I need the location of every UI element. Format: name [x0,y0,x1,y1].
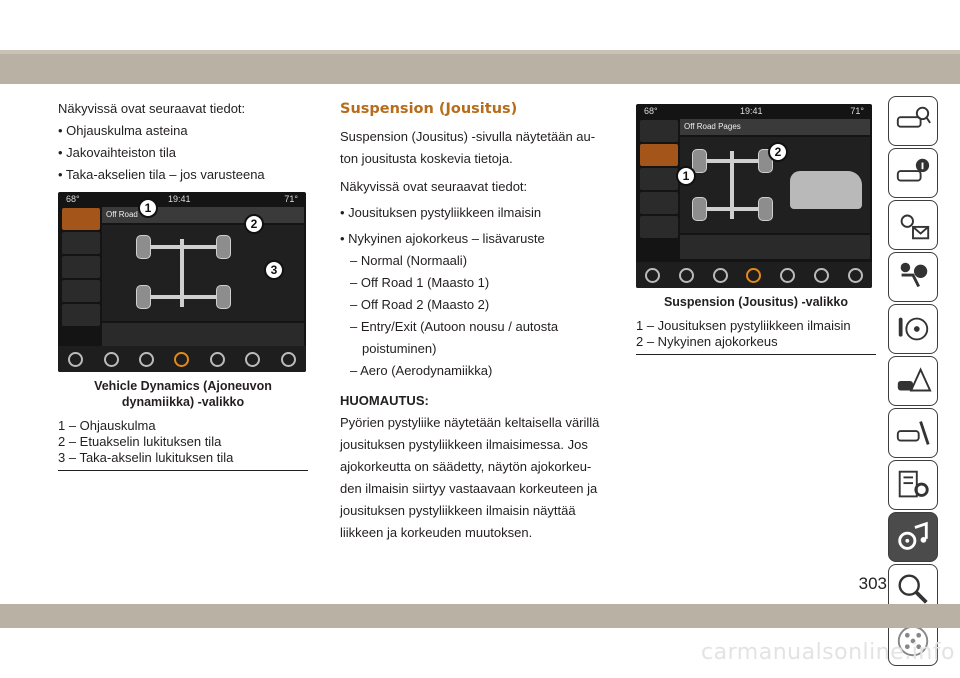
note-title: HUOMAUTUS: [340,393,429,408]
nav-icon [210,352,225,367]
screen-temp-left: 68° [644,106,658,116]
apps-icon [746,268,761,283]
legend-item: 2 – Nykyinen ajokorkeus [636,334,778,349]
legend-item: 2 – Etuakselin lukituksen tila [58,434,222,449]
controls-icon [104,352,119,367]
dashboard-lights-icon [894,206,932,244]
car-info-icon [894,154,932,192]
magnifier-icon [894,570,932,608]
climate-icon [139,352,154,367]
tab-multimedia[interactable] [888,512,938,562]
screen-temp-right: 71° [284,194,298,204]
apps-icon [174,352,189,367]
media-icon [68,352,83,367]
tab-vehicle-info[interactable] [888,148,938,198]
page-number: 303 [858,574,887,593]
bullet-item: • Jousituksen pystyliikkeen ilmaisin [340,205,542,220]
screen-time: 19:41 [168,194,191,204]
screen-nav-bar [636,262,872,288]
callout-marker: 2 [244,214,264,234]
emergency-triangle-icon [894,362,932,400]
controls-icon [679,268,694,283]
screen-time: 19:41 [740,106,763,116]
screen-status-bar [636,104,872,118]
figure-caption: Vehicle Dynamics (Ajoneuvon dynamiikka) -valikko [94,379,272,409]
top-band [0,50,960,84]
sub-item: – Off Road 2 (Maasto 2) [350,297,490,312]
screen-header: Off Road [102,207,304,223]
callout-marker: 1 [138,198,158,218]
intro-text: Näkyvissä ovat seuraavat tiedot: [58,101,246,116]
paragraph: Suspension (Jousitus) -sivulla näytetään au-ton jousitusta koskevia tietoja. [340,129,596,166]
callout-marker: 2 [768,142,788,162]
watermark: carmanualsonline.info [701,640,955,665]
screen-status-bar [58,192,306,206]
steering-key-icon [894,310,932,348]
media-icon [645,268,660,283]
screen-header: Off Road Pages [680,119,870,135]
legend-item: 1 – Jousituksen pystyliikkeen ilmaisin [636,318,851,333]
car-wrench-icon [894,414,932,452]
section-heading: Suspension (Jousitus) [340,101,518,117]
tab-safety[interactable] [888,252,938,302]
climate-icon [713,268,728,283]
car-search-icon [894,102,932,140]
phone-icon [814,268,829,283]
column-right [636,98,876,355]
sub-item: – Aero (Aerodynamiikka) [350,363,493,378]
sub-item: – Off Road 1 (Maasto 1) [350,275,490,290]
tab-servicing[interactable] [888,408,938,458]
sub-item: – Entry/Exit (Autoon nousu / autosta poistuminen) [350,319,559,356]
column-middle [340,98,605,544]
specs-gear-icon [894,466,932,504]
chapter-tabs [888,96,940,668]
tab-specifications[interactable] [888,460,938,510]
bullet-item: • Taka-akselien tila – jos varusteena [58,167,265,182]
screen-sidebar [62,208,100,346]
figure-legend [58,418,308,471]
tab-warning-lights[interactable] [888,200,938,250]
tab-vehicle-search[interactable] [888,96,938,146]
settings-icon [281,352,296,367]
bullet-item: • Jakovaihteiston tila [58,145,177,160]
screen-status-row [102,323,304,347]
note-text: Pyörien pystyliike näytetään keltaisella värillä jousituksen pystyliikkeen ilmaisimessa. Jos ajokorkeutta on säädetty, näytön ajokorkeu-den ilmaisin siirtyy vastaavaan korkeuteen ja jousituksen pystyliikkeen ilmaisin näyttää liikkeen ja korkeuden muutoksen. [340,415,600,540]
tab-emergency[interactable] [888,356,938,406]
screen-nav-bar [58,346,306,372]
legend-item: 1 – Ohjauskulma [58,418,156,433]
legend-item: 3 – Taka-akselin lukituksen tila [58,450,234,465]
callout-marker: 3 [264,260,284,280]
screen-temp-right: 71° [850,106,864,116]
phone-icon [245,352,260,367]
figure-caption: Suspension (Jousitus) -valikko [663,295,849,309]
screen-sidebar [640,120,678,258]
tab-starting-driving[interactable] [888,304,938,354]
bullet-item: • Ohjauskulma asteina [58,123,188,138]
figure-legend [636,318,876,355]
multimedia-icon [894,518,932,556]
airbag-icon [894,258,932,296]
vehicle-dynamics-screenshot [58,192,306,372]
bullet-item: • Nykyinen ajokorkeus – lisävaruste [340,231,545,246]
settings-icon [848,268,863,283]
sub-item: – Normal (Normaali) [350,253,468,268]
vehicle-image [790,171,862,209]
nav-icon [780,268,795,283]
column-left [58,98,308,471]
callout-marker: 1 [676,166,696,186]
bottom-band [0,604,960,628]
suspension-screenshot [636,104,872,288]
paragraph: Näkyvissä ovat seuraavat tiedot: [340,179,528,194]
screen-temp-left: 68° [66,194,80,204]
screen-status-row [680,235,870,259]
